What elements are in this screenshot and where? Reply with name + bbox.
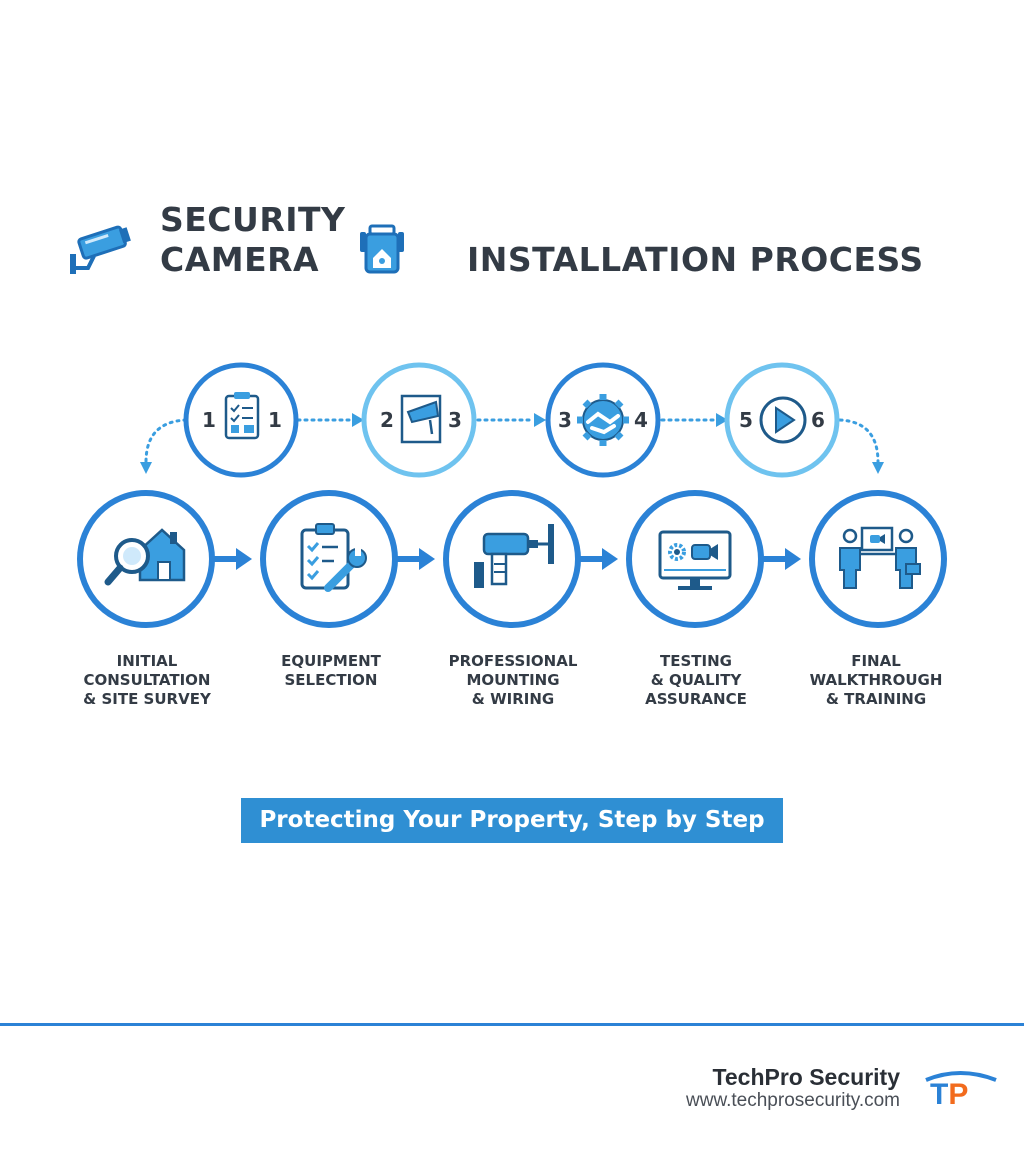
brand-logo-letter-t: TP — [930, 1078, 969, 1110]
title-right: INSTALLATION PROCESS — [467, 240, 924, 279]
title-line-1: SECURITY — [160, 200, 346, 239]
camera-home-icon — [356, 222, 408, 276]
left-drop-connector — [146, 420, 186, 462]
step-5-label: FINAL WALKTHROUGH & TRAINING — [809, 652, 943, 708]
top-node-4-right-number: 6 — [811, 408, 826, 432]
top-node-1-left-number: 1 — [202, 408, 217, 432]
step-arrow-2 — [397, 548, 435, 570]
top-process-row — [0, 350, 1024, 490]
top-node-1-right-number: 1 — [268, 408, 283, 432]
step-4-circle — [629, 493, 761, 625]
footer-divider — [0, 1023, 1024, 1026]
top-node-4-left-number: 5 — [739, 408, 754, 432]
step-2-circle — [263, 493, 395, 625]
top-node-3-left-number: 3 — [558, 408, 573, 432]
tagline-banner: Protecting Your Property, Step by Step — [241, 798, 783, 843]
step-1-label: INITIAL CONSULTATION & SITE SURVEY — [83, 652, 211, 708]
title-line-2: CAMERA — [160, 240, 320, 279]
top-node-3-right-number: 4 — [634, 408, 649, 432]
step-arrow-3 — [580, 548, 618, 570]
brand-name: TechPro Security — [712, 1064, 900, 1090]
step-arrow-1 — [214, 548, 252, 570]
step-3-circle — [446, 493, 578, 625]
top-node-2-left-number: 2 — [380, 408, 395, 432]
step-5-circle — [812, 493, 944, 625]
step-4-label: TESTING & QUALITY ASSURANCE — [645, 652, 747, 708]
step-2-label: EQUIPMENT SELECTION — [281, 652, 381, 689]
top-node-2-right-number: 3 — [448, 408, 463, 432]
step-1-circle — [80, 493, 212, 625]
right-drop-connector — [840, 420, 878, 462]
step-3-label: PROFESSIONAL MOUNTING & WIRING — [448, 652, 578, 708]
brand-logo — [922, 1068, 1000, 1110]
main-process-row — [0, 488, 1024, 638]
step-arrow-4 — [763, 548, 801, 570]
security-camera-icon — [66, 218, 136, 278]
brand-url[interactable]: www.techprosecurity.com — [686, 1090, 900, 1111]
